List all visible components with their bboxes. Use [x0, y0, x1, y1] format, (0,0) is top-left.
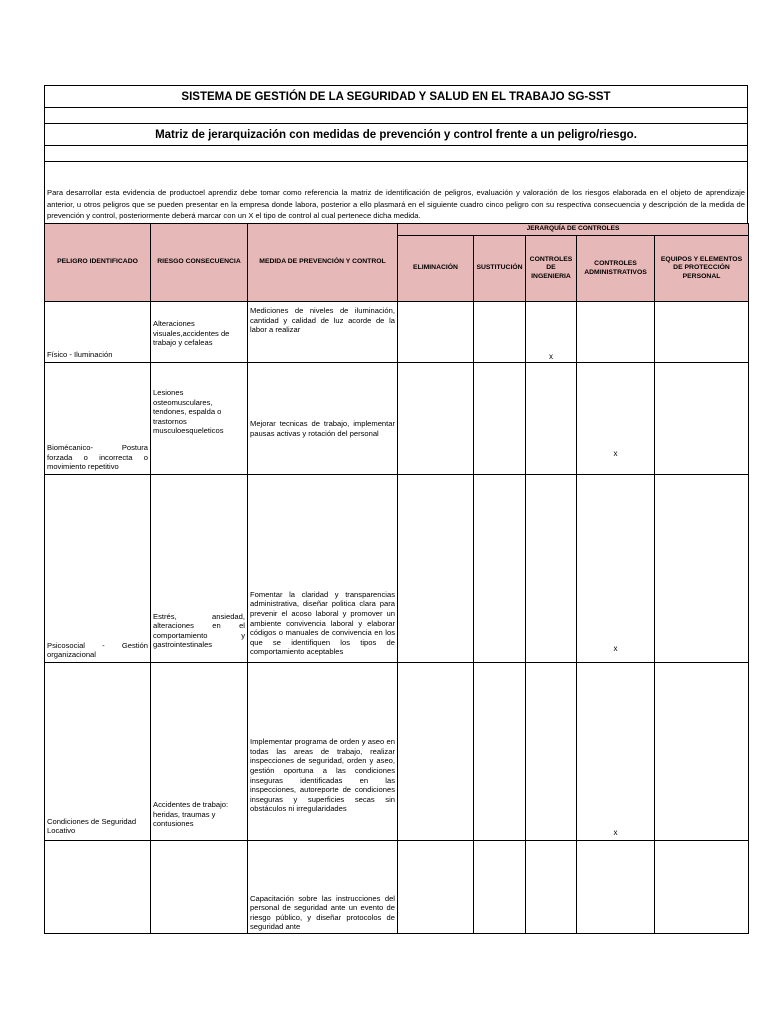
cell-epp	[655, 302, 749, 363]
cell-peligro	[45, 841, 151, 934]
cell-medida: Fomentar la claridad y transparencias administrativa, diseñar politica clara para prevenir el acoso laboral y promover un ambiente convivencia laboral y elaborar códigos o manuales de convivencia en los que se identifiquen los tipos de comportamiento aceptables	[248, 475, 398, 663]
hierarchy-table	[44, 223, 749, 934]
document-subtitle: Matriz de jerarquización con medidas de prevención y control frente a un peligro/riesgo.	[44, 123, 748, 145]
cell-epp	[655, 841, 749, 934]
cell-eliminacion	[398, 475, 474, 663]
col-ingenieria: CONTROLES DE INGENIERIA	[526, 236, 577, 302]
cell-epp	[655, 663, 749, 841]
cell-ingenieria	[526, 663, 577, 841]
cell-sustitucion	[474, 663, 526, 841]
cell-riesgo: Estrés, ansiedad, alteraciones en el comportamiento y gastrointestinales	[151, 475, 248, 663]
table-row	[45, 302, 749, 363]
col-medida: MEDIDA DE PREVENCIÓN Y CONTROL	[248, 224, 398, 302]
intro-paragraph: Para desarrollar esta evidencia de productoel aprendiz debe tomar como referencia la matriz de identificación de peligros, evaluación y valoración de los riesgos elaborada en el objeto de aprendizaje anterior, u otros peligros que se pueden presentar en la empresa donde labora, posterior a ello plasmará en el siguiente cuadro cinco peligro con su respectiva consecuencia y descripción de la medida de prevención y control, posteriormente deberá marcar con un X el tipo de control al cual pertenece dicha medida.	[44, 161, 748, 223]
table-row	[45, 363, 749, 475]
col-epp: EQUIPOS Y ELEMENTOS DE PROTECCIÓN PERSONAL	[655, 236, 749, 302]
cell-riesgo: Accidentes de trabajo: heridas, traumas y contusiones	[151, 663, 248, 841]
col-sustitucion: SUSTITUCIÓN	[474, 236, 526, 302]
cell-epp	[655, 363, 749, 475]
table-row	[45, 841, 749, 934]
cell-peligro: Biomécanico- Postura forzada o incorrecta o movimiento repetitivo	[45, 363, 151, 475]
cell-peligro: Físico - Iluminación	[45, 302, 151, 363]
col-eliminacion: ELIMINACIÓN	[398, 236, 474, 302]
cell-administrativos	[577, 302, 655, 363]
cell-ingenieria	[526, 841, 577, 934]
cell-administrativos-mark: x	[577, 475, 655, 663]
cell-ingenieria	[526, 475, 577, 663]
cell-sustitucion	[474, 302, 526, 363]
cell-eliminacion	[398, 841, 474, 934]
cell-eliminacion	[398, 302, 474, 363]
col-administrativos: CONTROLES ADMINISTRATIVOS	[577, 236, 655, 302]
cell-administrativos-mark: x	[577, 363, 655, 475]
cell-medida: Implementar programa de orden y aseo en todas las areas de trabajo, realizar inspecciones de seguridad, orden y aseo, gestión oportuna a las condiciones inseguras identificadas en las inspecciones, autoreporte de condiciones inseguras y superficies secas sin obstáculos ni irregularidades	[248, 663, 398, 841]
cell-epp	[655, 475, 749, 663]
cell-ingenieria	[526, 363, 577, 475]
table-row	[45, 475, 749, 663]
cell-medida: Mediciones de niveles de iluminación, cantidad y calidad de luz acorde de la labor a realizar	[248, 302, 398, 363]
cell-medida: Capacitación sobre las instrucciones del personal de seguridad ante un evento de riesgo público, y diseñar protocolos de seguridad ante	[248, 841, 398, 934]
cell-sustitucion	[474, 475, 526, 663]
col-riesgo: RIESGO CONSECUENCIA	[151, 224, 248, 302]
col-jerarquia: JERARQUÍA DE CONTROLES	[398, 224, 749, 236]
blank-row	[44, 107, 748, 123]
cell-administrativos	[577, 841, 655, 934]
cell-administrativos-mark: x	[577, 663, 655, 841]
cell-eliminacion	[398, 663, 474, 841]
blank-row	[44, 145, 748, 161]
cell-riesgo	[151, 841, 248, 934]
sgsst-sheet	[44, 85, 748, 934]
table-row	[45, 663, 749, 841]
cell-riesgo: Lesiones osteomusculares, tendones, espalda o trastornos musculoesqueleticos	[151, 363, 248, 475]
cell-sustitucion	[474, 841, 526, 934]
cell-riesgo: Alteraciones visuales,accidentes de trabajo y cefaleas	[151, 302, 248, 363]
cell-medida: Mejorar tecnicas de trabajo, implementar pausas activas y rotación del personal	[248, 363, 398, 475]
cell-peligro: Psicosocial - Gestión organizacional	[45, 475, 151, 663]
cell-sustitucion	[474, 363, 526, 475]
cell-eliminacion	[398, 363, 474, 475]
cell-peligro: Condiciones de Seguridad Locativo	[45, 663, 151, 841]
cell-ingenieria-mark: x	[526, 302, 577, 363]
document-title: SISTEMA DE GESTIÓN DE LA SEGURIDAD Y SALUD EN EL TRABAJO SG-SST	[44, 85, 748, 107]
col-peligro: PELIGRO IDENTIFICADO	[45, 224, 151, 302]
